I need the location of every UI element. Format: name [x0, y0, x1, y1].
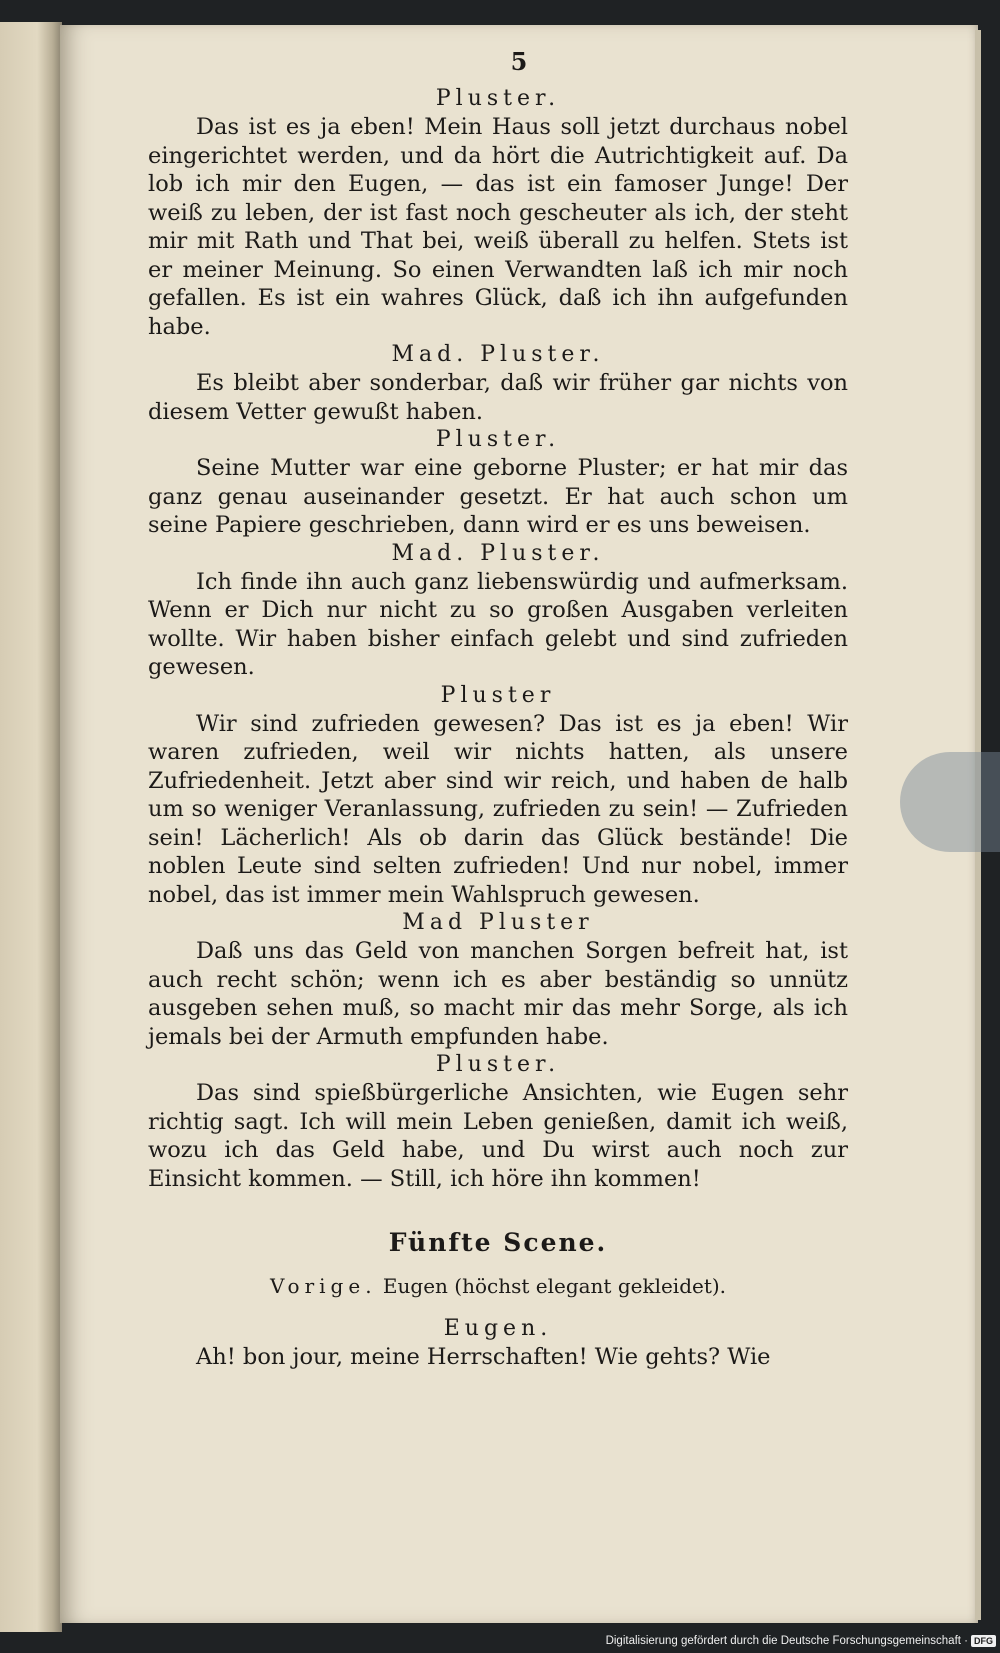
stage-note: Eugen (höchst elegant gekleidet). [382, 1274, 727, 1298]
stage-direction [148, 1271, 848, 1301]
speaker-label: Pluster. [435, 427, 561, 452]
speaker-label: Pluster. [435, 86, 561, 111]
scene-heading: Fünfte Scene. [388, 1228, 608, 1257]
stage-characters: Vorige. [269, 1274, 377, 1298]
dialogue-paragraph: Das ist es ja eben! Mein Haus soll jetzt durchaus nobel eingerichtet werden, und da hört die Autrichtigkeit auf. Da lob ich mir den Eugen, — das ist ein famoser Junge! Der weiß zu leben, der ist fast noch gescheuter als ich, der steht mir mit Rath und That bei, weiß überall zu helfen. Stets ist er meiner Meinung. So einen Verwandten laß ich mir noch gefallen. Es ist ein wahres Glück, daß ich ihn aufgefunden habe. [148, 114, 848, 340]
credit-text: Digitalisierung gefördert durch die Deutsche Forschungsgemeinschaft · [605, 1635, 968, 1647]
dialogue-paragraph: Daß uns das Geld von manchen Sorgen befreit hat, ist auch recht schön; wenn ich es aber beständig so unnütz ausgeben sehen muß, so macht mir das mehr Sorge, als ich jemals bei der Armuth empfunden habe. [148, 938, 848, 1050]
book-page [60, 25, 978, 1623]
speaker-label: Mad. Pluster. [391, 342, 605, 367]
page-text [148, 85, 848, 1372]
dialogue-paragraph: Ich finde ihn auch ganz liebenswürdig und aufmerksam. Wenn er Dich nur nicht zu so großen Ausgaben verleiten wollte. Wir haben bisher einfach gelebt und sind zufrieden gewesen. [148, 568, 848, 680]
dfg-logo: DFG [971, 1635, 996, 1647]
scanner-thumb [900, 752, 1000, 852]
speaker-label: Mad. Pluster. [391, 540, 605, 566]
facing-page-edge [0, 22, 62, 1632]
page-number: 5 [510, 47, 528, 76]
dialogue-paragraph: Wir sind zufrieden gewesen? Das ist es ja eben! Wir waren zufrieden, weil wir nichts hatten, als unsere Zufriedenheit. Jetzt aber sind wir reich, und haben de halb um so weniger Veranlassung, zufrieden zu sein! — Zufrieden sein! Lächerlich! Als ob darin das Glück bestände! Die noblen Leute sind selten zufrieden! Und nur nobel, immer nobel, das ist immer mein Wahlspruch gewesen. [148, 710, 848, 908]
speaker-label: Pluster [440, 682, 556, 708]
digitization-credit [606, 1635, 996, 1647]
dialogue-paragraph: Seine Mutter war eine geborne Pluster; er hat mir das ganz genau auseinander gesetzt. Er hat auch schon um seine Papiere geschrieben, dann wird er es uns beweisen. [148, 455, 848, 538]
dialogue-paragraph: Das sind spießbürgerliche Ansichten, wie Eugen sehr richtig sagt. Ich will mein Leben genießen, damit ich weiß, wozu ich das Geld habe, und Du wirst auch noch zur Einsicht kommen. — Still, ich höre ihn kommen! [148, 1080, 848, 1192]
dialogue-paragraph: Es bleibt aber sonderbar, daß wir früher gar nichts von diesem Vetter gewußt haben. [148, 370, 848, 425]
speaker-label: Pluster. [435, 1052, 561, 1077]
speaker-label: Eugen. [443, 1316, 553, 1341]
dialogue-paragraph: Ah! bon jour, meine Herrschaften! Wie gehts? Wie [196, 1344, 771, 1370]
speaker-label: Mad Pluster [402, 910, 594, 935]
